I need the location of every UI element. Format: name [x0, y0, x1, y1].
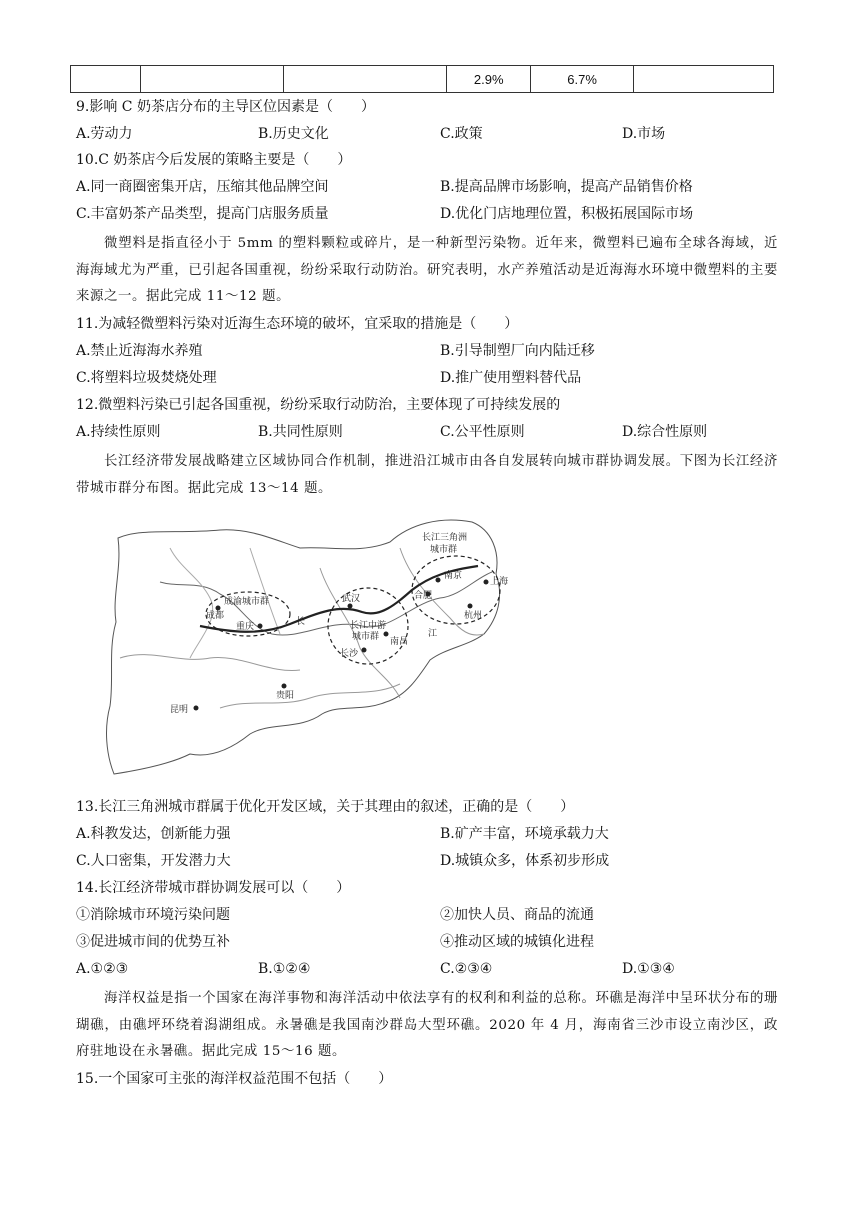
question-15-stem: 15.一个国家可主张的海洋权益范围不包括（ ） [76, 1071, 393, 1087]
map-label: 上海 [490, 577, 509, 587]
passage-yangtze: 长江经济带发展战略建立区域协同合作机制，推进沿江城市由各自发展转向城市群协调发展。下图为长江经济带城市群分布图。据此完成 13～14 题。 [76, 454, 778, 496]
q14-item-4: ④推动区域的城镇化进程 [440, 934, 594, 950]
q11-option-b: B.引导制塑厂向内陆迁移 [440, 343, 595, 359]
q14-option-d: D.①③④ [622, 961, 675, 977]
question-11-stem: 11.为减轻微塑料污染对近海生态环境的破坏，宜采取的措施是（ ） [76, 316, 519, 332]
map-label: 成都 [206, 611, 225, 621]
q11-option-c: C.将塑料垃圾焚烧处理 [76, 370, 217, 386]
table-cell [71, 66, 141, 93]
table-fragment [70, 65, 774, 93]
yangtze-city-cluster-map [100, 508, 520, 780]
q14-item-3: ③促进城市间的优势互补 [76, 934, 230, 950]
map-label: 重庆 [236, 622, 255, 632]
q12-option-a: A.持续性原则 [76, 424, 161, 440]
map-label: 昆明 [170, 705, 189, 715]
table-cell: 6.7% [530, 66, 633, 93]
q9-option-b: B.历史文化 [258, 126, 329, 142]
question-9-stem: 9.影响 C 奶茶店分布的主导区位因素是（ ） [76, 99, 375, 115]
map-label: 长江中游 [350, 621, 387, 631]
q9-option-c: C.政策 [440, 126, 483, 142]
question-13-stem: 13.长江三角洲城市群属于优化开发区域，关于其理由的叙述，正确的是（ ） [76, 799, 575, 815]
map-label: 城市群 [352, 632, 380, 642]
map-label: 城市群 [430, 545, 458, 555]
table-row [71, 66, 774, 93]
map-label: 南昌 [390, 637, 409, 647]
map-label: 长沙 [340, 649, 359, 659]
q13-option-a: A.科教发达，创新能力强 [76, 826, 231, 842]
question-10-stem: 10.C 奶茶店今后发展的策略主要是（ ） [76, 152, 352, 168]
question-12-stem: 12.微塑料污染已引起各国重视，纷纷采取行动防治，主要体现了可持续发展的 [76, 397, 561, 413]
q13-option-c: C.人口密集，开发潜力大 [76, 853, 231, 869]
table-cell [634, 66, 774, 93]
q13-option-d: D.城镇众多，体系初步形成 [440, 853, 610, 869]
q12-option-d: D.综合性原则 [622, 424, 708, 440]
map-label: 南京 [444, 571, 463, 581]
q11-option-d: D.推广使用塑料替代品 [440, 370, 582, 386]
question-14-stem: 14.长江经济带城市群协调发展可以（ ） [76, 880, 351, 896]
passage-microplastics: 微塑料是指直径小于 5mm 的塑料颗粒或碎片，是一种新型污染物。近年来，微塑料已遍布全球各海域，近海海域尤为严重，已引起各国重视，纷纷采取行动防治。研究表明，水产养殖活动是近海海水环境中微塑料的主要来源之一。据此完成 11～12 题。 [76, 236, 778, 304]
q10-option-c: C.丰富奶茶产品类型，提高门店服务质量 [76, 206, 329, 222]
map-label: 长江三角洲 [422, 533, 468, 543]
q14-option-c: C.②③④ [440, 961, 493, 977]
q10-option-a: A.同一商圈密集开店，压缩其他品牌空间 [76, 179, 329, 195]
table-cell: 2.9% [447, 66, 531, 93]
q10-option-b: B.提高品牌市场影响，提高产品销售价格 [440, 179, 693, 195]
map-label: 长 [296, 617, 306, 627]
delta-cluster-boundary [412, 556, 500, 624]
q11-option-a: A.禁止近海海水养殖 [76, 343, 203, 359]
map-label: 贵阳 [276, 691, 295, 701]
map-label: 成渝城市群 [224, 597, 270, 607]
table-cell [141, 66, 284, 93]
q9-option-a: A.劳动力 [76, 126, 133, 142]
passage-maritime-rights: 海洋权益是指一个国家在海洋事物和海洋活动中依法享有的权利和利益的总称。环礁是海洋中呈环状分布的珊瑚礁，由礁坪环绕着潟湖组成。永暑礁是我国南沙群岛大型环礁。2020 年 4 月，海南省三沙市设立南沙区，政府驻地设在永暑礁。据此完成 15～16 题。 [76, 991, 778, 1059]
table-cell [284, 66, 447, 93]
q14-item-2: ②加快人员、商品的流通 [440, 907, 594, 923]
q14-item-1: ①消除城市环境污染问题 [76, 907, 230, 923]
map-label: 江 [428, 629, 438, 639]
map-label: 杭州 [464, 611, 483, 621]
q13-option-b: B.矿产丰富，环境承载力大 [440, 826, 609, 842]
q12-option-c: C.公平性原则 [440, 424, 525, 440]
map-label: 武汉 [342, 594, 361, 604]
q12-option-b: B.共同性原则 [258, 424, 343, 440]
q9-option-d: D.市场 [622, 126, 666, 142]
q14-option-b: B.①②④ [258, 961, 311, 977]
q10-option-d: D.优化门店地理位置，积极拓展国际市场 [440, 206, 694, 222]
map-label: 合肥 [414, 591, 433, 601]
q14-option-a: A.①②③ [76, 961, 129, 977]
